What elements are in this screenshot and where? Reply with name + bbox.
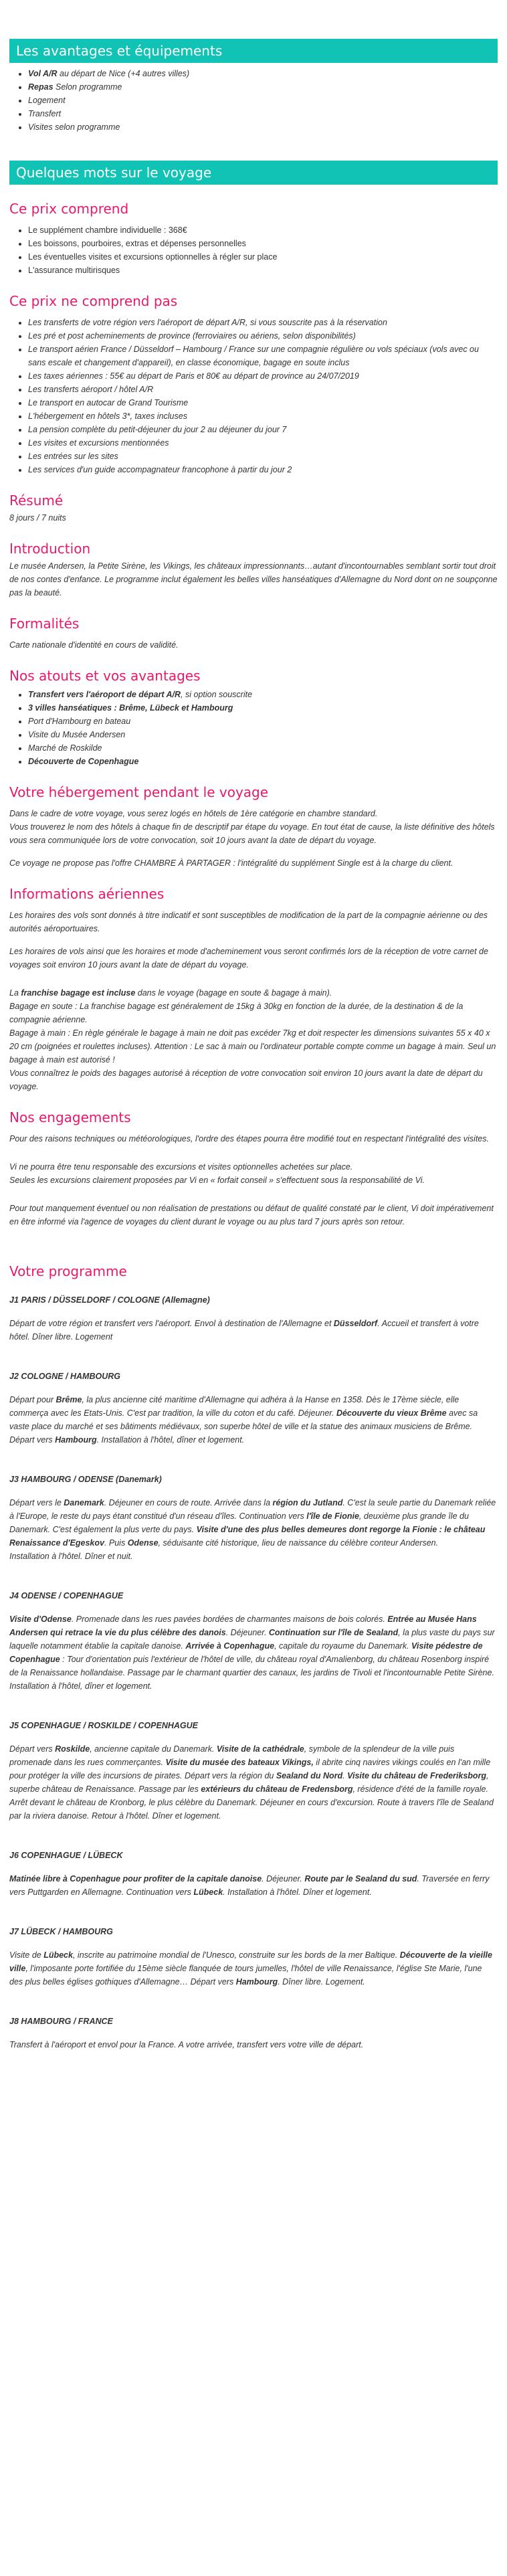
- aeriennes-p1: Les horaires des vols sont donnés à titre indicatif et sont susceptibles de modification de la part de la compagnie aérienne ou des autorités aéroportuaires.: [9, 911, 488, 933]
- heading-resume: Résumé: [9, 492, 64, 509]
- aeriennes-p3: La franchise bagage est incluse dans le voyage (bagage en soute & bagage à main).: [9, 988, 332, 998]
- list-item: • Les transferts de votre région vers l'aéroport de départ A/R, si vous souscrite pas à la réservation: [28, 316, 498, 329]
- section-header-avantages: Les avantages et équipements: [9, 39, 498, 63]
- day-description: Départ vers le Danemark. Déjeuner en cours de route. Arrivée dans la région du Jutland. C'est la seule partie du Danemark reliée à l'Europe, le reste du pays étant constitué d'un réseau d'îles. Continuation vers l'île de Fionie, deuxième plus grande île du Danemark. C'est également la plus verte du pays. Visite d'une des plus belles demeures dont regorge la Fionie : le château Renaissance d'Egeskov. Puis Odense, séduisante cité historique, lieu de naissance du célèbre conteur Andersen. Installation à l'hôtel. Dîner et nuit.: [9, 1498, 496, 1561]
- heading-engagements: Nos engagements: [9, 1109, 131, 1125]
- engagements-p4: Pour tout manquement éventuel ou non réalisation de prestations ou défaut de qualité constaté par le client, Vi doit impérativement en être informé via l'agence de voyages du client durant le voyage ou au plus tard 7 jours après son retour.: [9, 1204, 494, 1226]
- atouts-list: [9, 688, 498, 768]
- comprend-list: [9, 223, 498, 277]
- day-title: J8 HAMBOURG / FRANCE: [9, 2017, 113, 2026]
- list-item: • Les éventuelles visites et excursions optionnelles à régler sur place: [28, 250, 498, 264]
- engagements-p2: Vi ne pourra être tenu responsable des excursions et visites optionnelles achetées sur place.: [9, 1162, 353, 1172]
- list-item: • Les transferts aéroport / hôtel A/R: [28, 383, 498, 396]
- day-description: Visite de Lübeck, inscrite au patrimoine mondial de l'Unesco, construite sur les bords de la mer Baltique. Découverte de la vieille ville, l'imposante porte fortifiée du 15ème siècle flanquée de tours jumelles, l'hôtel de ville Renaissance, l'église Ste Marie, l'une des plus belles églises gothiques d'Allemagne… Départ vers Hambourg. Dîner libre. Logement.: [9, 1950, 492, 1987]
- list-item: • Transfert vers l'aéroport de départ A/R, si option souscrite: [28, 688, 498, 701]
- list-item: • Marché de Roskilde: [28, 741, 498, 755]
- resume-text: 8 jours / 7 nuits: [9, 513, 66, 523]
- heading-aeriennes: Informations aériennes: [9, 886, 165, 902]
- formalites-text: Carte nationale d'identité en cours de validité.: [9, 640, 179, 650]
- aeriennes-p5: Bagage à main : En règle générale le bagage à main ne doit pas excéder 7kg et doit respecter les dimensions suivantes 55 x 40 x 20 cm (poignées et roulettes incluses). Attention : Le sac à main ou l'ordinateur portable compte comme un bagage à main. Seul un bagage à main est autorisé !: [9, 1028, 496, 1065]
- heading-prix-ne-comprend: Ce prix ne comprend pas: [9, 293, 178, 309]
- hebergement-p2: Vous trouverez le nom des hôtels à chaque fin de descriptif par étape du voyage. En tout état de cause, la liste définitive des hôtels vous sera communiquée lors de votre convocation, soit 10 jours avant la date de départ du voyage.: [9, 822, 495, 845]
- list-item: • Le supplément chambre individuelle : 368€: [28, 223, 498, 237]
- list-item: • L'hébergement en hôtels 3*, taxes incluses: [28, 409, 498, 423]
- list-item: • Port d'Hambourg en bateau: [28, 715, 498, 728]
- heading-prix-comprend: Ce prix comprend: [9, 201, 129, 217]
- aeriennes-p4: Bagage en soute : La franchise bagage est généralement de 15kg à 30kg en fonction de la durée, de la destination & de la compagnie aérienne.: [9, 1002, 464, 1024]
- day-title: J1 PARIS / DÜSSELDORF / COLOGNE (Allemagne): [9, 1295, 210, 1305]
- engagements-p3: Seules les excursions clairement proposées par Vi en « forfait conseil » s'effectuent sous la responsabilité de Vi.: [9, 1176, 425, 1185]
- list-item: • Visite du Musée Andersen: [28, 728, 498, 741]
- list-item: • Les boissons, pourboires, extras et dépenses personnelles: [28, 237, 498, 250]
- aeriennes-p2: Les horaires de vols ainsi que les horaires et mode d'acheminement vous seront confirmés lors de la réception de votre carnet de voyages soit environ 10 jours avant la date de départ du voyage.: [9, 947, 488, 970]
- engagements-p1: Pour des raisons techniques ou météorologiques, l'ordre des étapes pourra être modifié tout en respectant l'intégralité des visites.: [9, 1134, 489, 1143]
- heading-atouts: Nos atouts et vos avantages: [9, 668, 201, 684]
- day-description: Matinée libre à Copenhague pour profiter de la capitale danoise. Déjeuner. Route par le Sealand du sud. Traversée en ferry vers Puttgarden en Allemagne. Continuation vers Lübeck. Installation à l'hôtel. Dîner et logement.: [9, 1874, 490, 1897]
- list-item: • La pension complète du petit-déjeuner du jour 2 au déjeuner du jour 7: [28, 423, 498, 436]
- list-item: • Les taxes aériennes : 55€ au départ de Paris et 80€ au départ de province au 24/07/2019: [28, 369, 498, 383]
- day-title: J6 COPENHAGUE / LÜBECK: [9, 1851, 123, 1860]
- list-item: • Les pré et post acheminements de province (ferroviaires ou aériens, selon disponibilités): [28, 329, 498, 343]
- page-content: [0, 39, 507, 2051]
- day-title: J7 LÜBECK / HAMBOURG: [9, 1927, 113, 1936]
- heading-formalites: Formalités: [9, 616, 80, 632]
- avantages-list: [9, 67, 498, 134]
- list-item: • Visites selon programme: [28, 120, 498, 134]
- section-header-mots: Quelques mots sur le voyage: [9, 161, 498, 185]
- day-title: J2 COLOGNE / HAMBOURG: [9, 1372, 120, 1381]
- list-item: • 3 villes hanséatiques : Brême, Lübeck et Hambourg: [28, 701, 498, 715]
- day-title: J5 COPENHAGUE / ROSKILDE / COPENHAGUE: [9, 1721, 198, 1730]
- list-item: • Logement: [28, 94, 498, 107]
- list-item: • Découverte de Copenhague: [28, 755, 498, 768]
- heading-programme: Votre programme: [9, 1263, 127, 1279]
- hebergement-p3: Ce voyage ne propose pas l'offre CHAMBRE À PARTAGER : l'intégralité du supplément Single est à la charge du client.: [9, 858, 453, 868]
- list-item: • Repas Selon programme: [28, 80, 498, 94]
- aeriennes-p6: Vous connaîtrez le poids des bagages autorisé à réception de votre convocation soit environ 10 jours avant la date de départ du voyage.: [9, 1069, 483, 1091]
- day-description: Départ pour Brême, la plus ancienne cité maritime d'Allemagne qui adhéra à la Hanse en 1358. Dès le 17ème siècle, elle commerça avec les Etats-Unis. C'est par tradition, la ville du coton et du café. Déjeuner. Découverte du vieux Brême avec sa vaste place du marché et ses bâtiments médiévaux, son superbe hôtel de ville et la statue des animaux musiciens de Brême. Départ vers Hambourg. Installation à l'hôtel, dîner et logement.: [9, 1395, 478, 1445]
- ne-comprend-list: [9, 316, 498, 476]
- list-item: • Transfert: [28, 107, 498, 120]
- list-item: • L'assurance multirisques: [28, 264, 498, 277]
- day-description: Départ de votre région et transfert vers l'aéroport. Envol à destination de l'Allemagne et Düsseldorf. Accueil et transfert à votre hôtel. Dîner libre. Logement: [9, 1319, 479, 1342]
- day-title: J4 ODENSE / COPENHAGUE: [9, 1591, 124, 1600]
- day-description: Transfert à l'aéroport et envol pour la France. A votre arrivée, transfert vers votre ville de départ.: [9, 2040, 364, 2049]
- introduction-text: Le musée Andersen, la Petite Sirène, les Vikings, les châteaux impressionnants…autant d'incontournables semblant sortir tout droit de nos contes d'enfance. Le programme inclut également les belles villes hanséatiques d'Allemagne du Nord dont on ne soupçonne pas la beauté.: [9, 561, 498, 597]
- programme-days: [9, 1295, 498, 2051]
- heading-introduction: Introduction: [9, 541, 91, 557]
- heading-hebergement: Votre hébergement pendant le voyage: [9, 784, 269, 800]
- day-description: Visite d'Odense. Promenade dans les rues pavées bordées de charmantes maisons de bois colorés. Entrée au Musée Hans Andersen qui retrace la vie du plus célèbre des danois. Déjeuner. Continuation sur l'île de Sealand, la plus vaste du pays sur laquelle notamment établie la capitale danoise. Arrivée à Copenhague, capitale du royaume du Danemark. Visite pédestre de Copenhague : Tour d'orientation puis l'extérieur de l'hôtel de ville, du château royal d'Amalienborg, du château Rosenborg inspiré de la Renaissance hollandaise. Passage par le charmant quartier des canaux, les jardins de Tivoli et l'incontournable Petite Sirène. Installation à l'hôtel, dîner et logement.: [9, 1615, 495, 1691]
- day-description: Départ vers Roskilde, ancienne capitale du Danemark. Visite de la cathédrale, symbole de la splendeur de la ville puis promenade dans les rues commerçantes. Visite du musée des bateaux Vikings, il abrite cinq navires vikings coulés en l'an mille pour protéger la ville des incursions de pirates. Départ vers la région du Sealand du Nord. Visite du château de Frederiksborg, superbe château de Renaissance. Passage par les extérieurs du château de Fredensborg, résidence d'été de la famille royale. Arrêt devant le château de Kronborg, le plus célèbre du Danemark. Déjeuner en cours d'excursion. Route à travers l'île de Sealand par la riviera danoise. Retour à l'hôtel. Dîner et logement.: [9, 1744, 494, 1821]
- list-item: • Le transport aérien France / Düsseldorf – Hambourg / France sur une compagnie régulière ou vols spéciaux (vols avec ou sans escale et changement d'appareil), en classe économique, bagage en soute inclus: [28, 343, 498, 369]
- list-item: • Le transport en autocar de Grand Tourisme: [28, 396, 498, 409]
- day-title: J3 HAMBOURG / ODENSE (Danemark): [9, 1475, 162, 1484]
- list-item: • Vol A/R au départ de Nice (+4 autres villes): [28, 67, 498, 80]
- list-item: • Les services d'un guide accompagnateur francophone à partir du jour 2: [28, 463, 498, 476]
- list-item: • Les entrées sur les sites: [28, 450, 498, 463]
- hebergement-p1: Dans le cadre de votre voyage, vous serez logés en hôtels de 1ère catégorie en chambre standard.: [9, 809, 378, 818]
- list-item: • Les visites et excursions mentionnées: [28, 436, 498, 450]
